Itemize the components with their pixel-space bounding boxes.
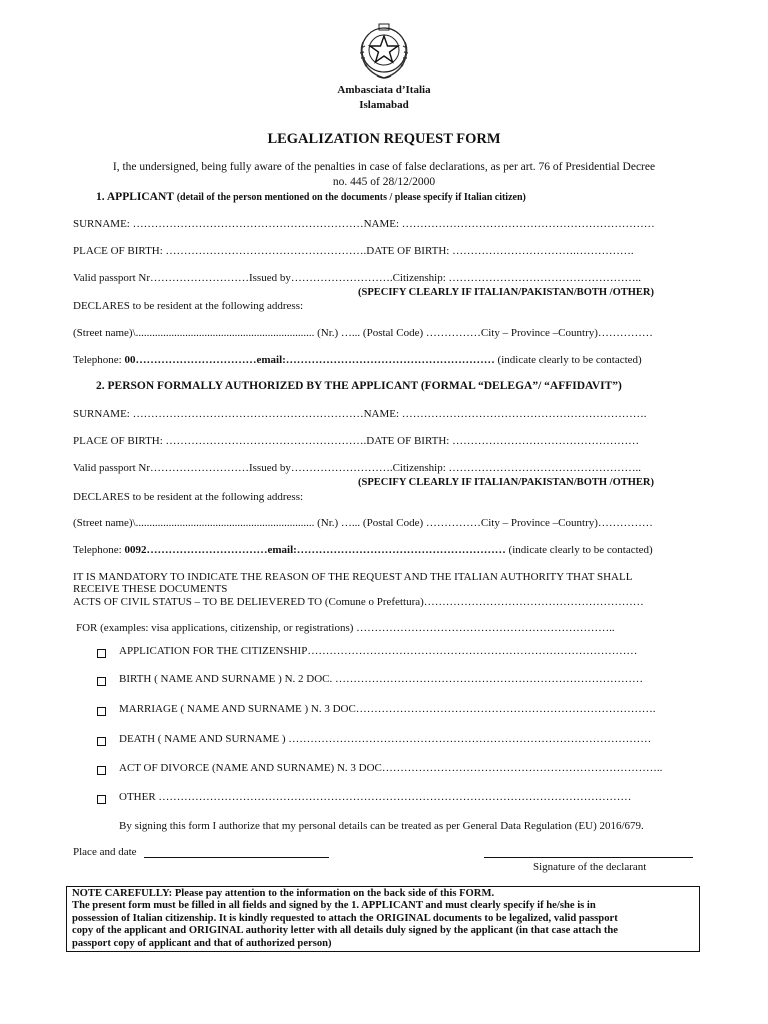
option-divorce: ACT OF DIVORCE (NAME AND SURNAME) N. 3 DOC…………………………………………………………………..: [119, 762, 663, 774]
marriage-checkbox[interactable]: [97, 707, 106, 716]
option-marriage: MARRIAGE ( NAME AND SURNAME ) N. 3 DOC……………………………………………………………………….: [119, 703, 656, 715]
form-title: LEGALIZATION REQUEST FORM: [267, 131, 501, 147]
death-checkbox[interactable]: [97, 737, 106, 746]
section1-birth-field[interactable]: PLACE OF BIRTH: ……………………………………………….DATE OF BIRTH: …………………………….…………….: [73, 245, 634, 257]
embassy-city: Islamabad: [359, 99, 409, 111]
signature-label: Signature of the declarant: [533, 861, 647, 873]
note-line-2: The present form must be filled in all fields and signed by the 1. APPLICANT and must clearly specify if he/she is in: [72, 900, 596, 912]
section2-passport-field[interactable]: Valid passport Nr………………………Issued by……………………….Citizenship: ……………………………………………..: [73, 462, 642, 474]
italian-emblem-logo: [349, 14, 419, 84]
intro-line-2: no. 445 of 28/12/2000: [332, 176, 436, 188]
place-date-label: Place and date: [73, 846, 137, 858]
section2-surname-field[interactable]: SURNAME: ………………………………………………………NAME: ………………………………………………………….: [73, 408, 647, 420]
section1-heading: 1. APPLICANT: [96, 191, 174, 203]
section1-telephone-row: [73, 354, 642, 366]
section2-telephone-note: (indicate clearly to be contacted): [505, 544, 653, 556]
option-other: OTHER …………………………………………………………………………………………………………………: [119, 791, 632, 803]
option-citizenship: APPLICATION FOR THE CITIZENSHIP………………………………………………………………………………: [119, 645, 638, 657]
signature-field[interactable]: [484, 857, 693, 858]
section1-surname-field[interactable]: SURNAME: ………………………………………………………NAME: ……………………………………………………………: [73, 218, 655, 230]
section1-passport-field[interactable]: Valid passport Nr………………………Issued by……………………….Citizenship: ……………………………………………..: [73, 272, 642, 284]
mandatory-line-1: IT IS MANDATORY TO INDICATE THE REASON OF THE REQUEST AND THE ITALIAN AUTHORITY THAT SHALL: [73, 571, 633, 583]
section2-birth-field[interactable]: PLACE OF BIRTH: ……………………………………………….DATE OF BIRTH: ……………………………………………: [73, 435, 640, 447]
section1-address-field[interactable]: (Street name)\................................................................. (Nr.) …... (Postal Code) ……………City – Province –Country)……………: [73, 327, 653, 339]
option-birth: BIRTH ( NAME AND SURNAME ) N. 2 DOC. …………………………………………………………………………: [119, 673, 643, 685]
other-checkbox[interactable]: [97, 795, 106, 804]
embassy-name: Ambasciata d’Italia: [337, 84, 431, 96]
section1-telephone-label: Telephone:: [73, 354, 125, 366]
section2-telephone-label: Telephone:: [73, 544, 125, 556]
section2-heading: 2. PERSON FORMALLY AUTHORIZED BY THE APPLICANT (FORMAL “DELEGA”/ “AFFIDAVIT”): [96, 380, 622, 392]
section1-declares: DECLARES to be resident at the following address:: [73, 300, 304, 312]
section2-address-field[interactable]: (Street name)\................................................................. (Nr.) …... (Postal Code) ……………City – Province –Country)……………: [73, 517, 653, 529]
note-line-3: possession of Italian citizenship. It is kindly requested to attach the ORIGINAL documents to be legalized, valid passport: [72, 912, 618, 924]
note-box: [66, 886, 700, 952]
section2-specify-note: (SPECIFY CLEARLY IF ITALIAN/PAKISTAN/BOTH /OTHER): [358, 477, 654, 488]
section1-heading-row: [96, 191, 526, 203]
mandatory-line-2: RECEIVE THESE DOCUMENTS: [73, 583, 228, 595]
section2-telephone-row: [73, 544, 653, 556]
section2-declares: DECLARES to be resident at the following address:: [73, 491, 304, 503]
section1-telephone-note: (indicate clearly to be contacted): [494, 354, 642, 366]
divorce-checkbox[interactable]: [97, 766, 106, 775]
place-date-field[interactable]: [144, 857, 329, 858]
intro-line-1: I, the undersigned, being fully aware of the penalties in case of false declarations, as per art. 76 of Presidential Decree: [112, 161, 656, 173]
for-line[interactable]: FOR (examples: visa applications, citizenship, or registrations) ……………………………………………………………..: [76, 622, 615, 634]
section1-telephone-field[interactable]: 00……………………………email:…………………………………………………: [124, 354, 495, 366]
mandatory-line-3[interactable]: ACTS OF CIVIL STATUS – TO BE DELIEVERED TO (Comune o Prefettura)……………………………………………………: [73, 596, 644, 608]
birth-checkbox[interactable]: [97, 677, 106, 686]
section1-heading-note: (detail of the person mentioned on the documents / please specify if Italian citizen): [176, 192, 526, 203]
consent-text: By signing this form I authorize that my personal details can be treated as per General Data Regulation (EU) 2016/679.: [119, 820, 644, 832]
option-death: DEATH ( NAME AND SURNAME ) ………………………………………………………………………………………: [119, 733, 652, 745]
note-line-1: NOTE CAREFULLY: Please pay attention to the information on the back side of this FORM.: [72, 888, 495, 899]
note-line-5: passport copy of applicant and that of authorized person): [72, 937, 332, 949]
note-line-4: copy of the applicant and ORIGINAL authority letter with all details duly signed by the applicant (in that case attach the: [72, 925, 619, 937]
section2-telephone-field[interactable]: 0092……………………………email:…………………………………………………: [124, 544, 506, 556]
citizenship-checkbox[interactable]: [97, 649, 106, 658]
section1-specify-note: (SPECIFY CLEARLY IF ITALIAN/PAKISTAN/BOTH /OTHER): [358, 287, 654, 298]
